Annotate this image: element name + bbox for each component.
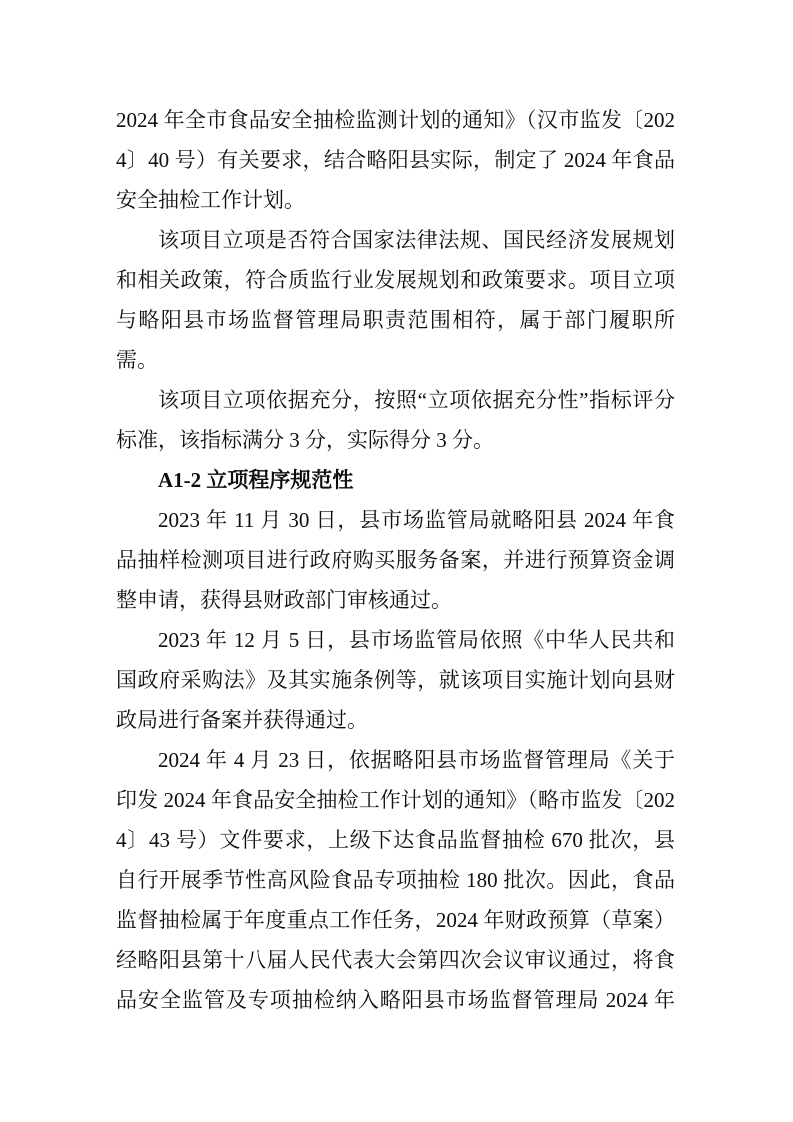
paragraph-continuation: 2024 年全市食品安全抽检监测计划的通知》（汉市监发〔2024〕40 号）有关要求，结合略阳县实际，制定了 2024 年食品安全抽检工作计划。	[116, 108, 675, 212]
paragraph: 2023 年 11 月 30 日，县市场监管局就略阳县 2024 年食品抽样检测项目进行政府购买服务备案，并进行预算资金调整申请，获得县财政部门审核通过。	[116, 508, 675, 612]
paragraph-continues: 2024 年 4 月 23 日，依据略阳县市场监督管理局《关于印发 2024 年食品安全抽检工作计划的通知》（略市监发〔2024〕43 号）文件要求，上级下达食品监督抽检 670 批次，县自行开展季节性高风险食品专项抽检 180 批次。因此，食品监督抽检属于年度重点工作任务，2024 年财政预算（草案）经略阳县第十八届人民代表大会第四次会议审议通过，将食品安全监管及专项抽检纳入略阳县市场监督管理局 2024 年	[116, 748, 675, 1012]
section-heading: A1-2 立项程序规范性	[158, 468, 354, 492]
paragraph: 该项目立项是否符合国家法律法规、国民经济发展规划和相关政策，符合质监行业发展规划和政策要求。项目立项与略阳县市场监督管理局职责范围相符，属于部门履职所需。	[116, 228, 675, 372]
paragraph: 该项目立项依据充分，按照“立项依据充分性”指标评分标准，该指标满分 3 分，实际得分 3 分。	[116, 388, 675, 452]
paragraph: 2023 年 12 月 5 日，县市场监管局依照《中华人民共和国政府采购法》及其实施条例等，就该项目实施计划向县财政局进行备案并获得通过。	[116, 628, 675, 732]
